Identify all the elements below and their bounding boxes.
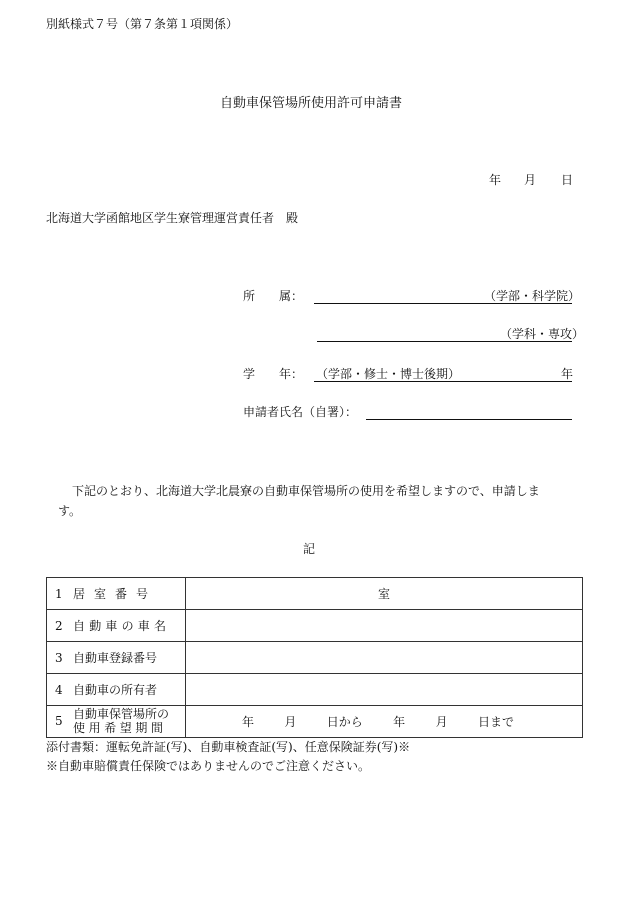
row-number: 1 [55, 587, 63, 601]
row-label: 自動車の車名 [73, 619, 171, 633]
form-reference: 別紙様式７号（第７条第１項関係） [46, 17, 239, 31]
room-number-field[interactable] [186, 578, 583, 610]
period-start-month: 月 [284, 715, 297, 729]
row-label: 自動車登録番号 [73, 651, 158, 665]
attachments-note: 添付書類：運転免許証(写)、自動車検査証(写)、任意保険証券(写)※ [46, 740, 411, 754]
period-end-year: 年 [393, 715, 406, 729]
grade-suffix: 年 [561, 367, 574, 381]
row-number: 5 [55, 714, 63, 728]
table-row [47, 642, 583, 674]
document-title: 自動車保管場所使用許可申請書 [220, 96, 403, 111]
row-label: 居室番号 [73, 587, 158, 601]
row-number: 2 [55, 619, 63, 633]
grade-options: （学部・修士・博士後期） [316, 367, 461, 381]
body-text-line1: 下記のとおり、北海道大学北晨寮の自動車保管場所の使用を希望しますので、申請しま [72, 484, 540, 498]
car-name-field[interactable] [186, 610, 583, 642]
date-day: 日 [561, 173, 574, 187]
table-row [47, 674, 583, 706]
body-text-line2: す。 [58, 504, 82, 518]
faculty-suffix: （学部・科学院） [484, 289, 581, 303]
table-row [47, 578, 583, 610]
row-label-line2: 使用希望期間 [73, 720, 167, 735]
date-year: 年 [489, 173, 502, 187]
table-row [47, 706, 583, 738]
caution-note: ※自動車賠償責任保険ではありませんのでご注意ください。 [46, 759, 371, 773]
period-end-month: 月 [435, 715, 448, 729]
period-start-day: 日から [326, 715, 363, 729]
usage-period-field[interactable] [186, 706, 583, 738]
ki-label: 記 [303, 542, 316, 556]
department-suffix: （学科・専攻） [500, 327, 585, 341]
period-end-day: 日まで [477, 715, 514, 729]
room-suffix: 室 [377, 587, 390, 601]
row-number: 3 [55, 651, 63, 665]
affiliation-label: 所 属： [243, 289, 304, 303]
addressee: 北海道大学函館地区学生寮管理運営責任者 殿 [46, 211, 299, 225]
grade-label: 学 年： [243, 367, 304, 381]
applicant-name-field[interactable] [366, 419, 572, 420]
date-month: 月 [524, 173, 537, 187]
period-start-year: 年 [242, 715, 255, 729]
row-label-line1: 自動車保管場所の [73, 706, 170, 721]
row-label: 自動車の所有者 [73, 683, 158, 697]
applicant-name-label: 申請者氏名（自署）： [243, 405, 358, 419]
table-row [47, 610, 583, 642]
application-table [46, 577, 583, 738]
registration-number-field[interactable] [186, 642, 583, 674]
car-owner-field[interactable] [186, 674, 583, 706]
row-number: 4 [55, 683, 63, 697]
